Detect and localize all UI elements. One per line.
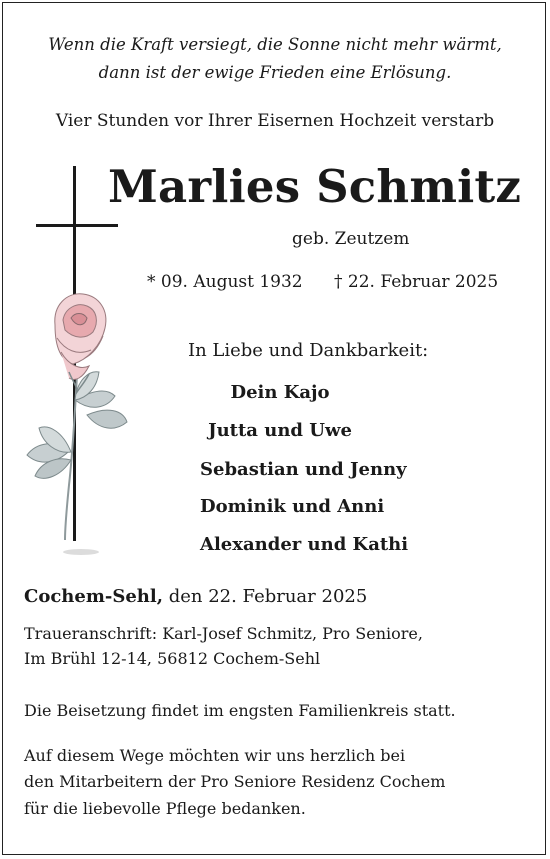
quote-line-1: Wenn die Kraft versiegt, die Sonne nicht mehr wärmt, bbox=[48, 35, 502, 54]
family-member: Sebastian und Jenny bbox=[200, 459, 407, 480]
family-member: Jutta und Uwe bbox=[208, 420, 352, 441]
intro-text: Vier Stunden vor Ihrer Eisernen Hochzeit verstarb bbox=[55, 111, 495, 131]
family-member: Alexander und Kathi bbox=[200, 534, 409, 555]
place-and-date bbox=[24, 586, 367, 607]
deceased-name: Marlies Schmitz bbox=[108, 160, 522, 213]
quote-line-2: dann ist der ewige Frieden eine Erlösung. bbox=[98, 63, 452, 82]
death-date: † 22. Februar 2025 bbox=[334, 272, 499, 292]
birth-name: geb. Zeutzem bbox=[292, 229, 410, 249]
dedication-text: In Liebe und Dankbarkeit: bbox=[188, 340, 429, 361]
birth-date: * 09. August 1932 bbox=[147, 272, 303, 292]
thanks-line-3: für die liebevolle Pflege bedanken. bbox=[24, 799, 306, 818]
date: den 22. Februar 2025 bbox=[163, 586, 368, 607]
mourning-address-line-2: Im Brühl 12-14, 56812 Cochem-Sehl bbox=[24, 649, 321, 668]
mourning-address-line-1: Traueranschrift: Karl-Josef Schmitz, Pro Seniore, bbox=[24, 624, 423, 643]
funeral-note: Die Beisetzung findet im engsten Familienkreis statt. bbox=[24, 701, 456, 720]
place: Cochem-Sehl, bbox=[24, 586, 163, 607]
thanks-line-1: Auf diesem Wege möchten wir uns herzlich bei bbox=[24, 746, 406, 765]
thanks-line-2: den Mitarbeitern der Pro Seniore Residenz Cochem bbox=[24, 772, 446, 791]
family-member: Dein Kajo bbox=[230, 382, 330, 403]
cross-with-rose-illustration bbox=[15, 160, 150, 560]
family-member: Dominik und Anni bbox=[200, 496, 385, 517]
